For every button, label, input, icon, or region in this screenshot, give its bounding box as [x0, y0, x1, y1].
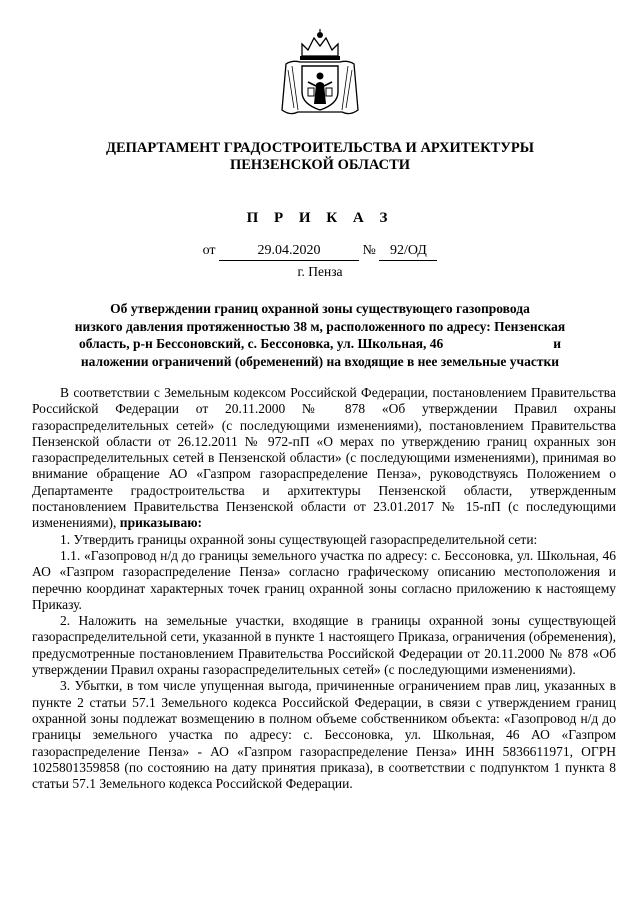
- title-line1: Об утверждении границ охранной зоны существующего газопровода: [110, 301, 530, 316]
- paragraph-item-1: 1. Утвердить границы охранной зоны существующей газораспределительной сети:: [60, 531, 538, 547]
- order-title: [0, 300, 640, 370]
- title-line3: [0, 335, 640, 353]
- number-sign: №: [362, 243, 376, 258]
- order-number: 92/ОД: [379, 242, 437, 261]
- department-name-line1: ДЕПАРТАМЕНТ ГРАДОСТРОИТЕЛЬСТВА И АРХИТЕКТУРЫ: [105, 140, 535, 156]
- date-prefix: от: [202, 243, 216, 258]
- title-line3-end: и: [553, 336, 562, 352]
- title-line4: наложении ограничений (обременений) на входящие в нее земельные участки: [80, 353, 560, 369]
- paragraph-item-2: 2. Наложить на земельные участки, входящие в границы охранной зоны существующей газораспределительной сети, указанной в пункте 1 настоящего Приказа, ограничения (обременения), предусмотренные постановлением Правительства Российской Федерации от 20.11.2000 № 878 «Об утверждении Правил охраны газораспределительных сетей» (с последующими изменениями).: [32, 613, 616, 678]
- date-number-line: [0, 242, 640, 261]
- title-line2: низкого давления протяженностью 38 м, расположенного по адресу: Пензенская: [74, 318, 566, 334]
- department-name: [0, 140, 640, 174]
- order-body: [32, 385, 616, 792]
- coat-of-arms-emblem: [272, 26, 368, 122]
- title-line3-text: область, р-н Бессоновский, с. Бессоновка, ул. Школьная, 46: [78, 336, 444, 352]
- city-label: г. Пенза: [297, 264, 343, 279]
- paragraph-preamble: [32, 385, 616, 532]
- order-date: 29.04.2020: [219, 242, 359, 261]
- paragraph-item-1-1: 1.1. «Газопровод н/д до границы земельного участка по адресу: с. Бессоновка, ул. Школьная, 46 АО «Газпром газораспределение Пенза» согласно графическому описанию местоположения и перечню координат характерных точек границ охранной зоны согласно приложению к настоящему Приказу.: [32, 547, 616, 612]
- directive-word: приказываю: [119, 515, 198, 531]
- preamble-text: В соответствии с Земельным кодексом Российской Федерации, постановлением Правительства Российской Федерации от 20.11.2000 № 878 «Об утверждении Правил охраны газораспределительных сетей» (с последующими изменениями), постановлением Правительства Пензенской области от 26.12.2011 № 972-пП «О мерах по утверждению границ охранных зон газораспределительных сетей в Пензенской области» (с последующими изменениями), принимая во внимание обращение АО «Газпром газораспределение Пенза», руководствуясь Положением о Департаменте градостроительства и архитектуры Пензенской области, утвержденным постановлением Правительства Пензенской области от 23.01.2017 № 15-пП (с последующими изменениями),: [32, 385, 616, 531]
- department-name-line2: ПЕНЗЕНСКОЙ ОБЛАСТИ: [229, 157, 411, 173]
- document-type-heading: П Р И К А З: [246, 210, 394, 226]
- paragraph-item-3: 3. Убытки, в том числе упущенная выгода, причиненные ограничением прав лиц, указанных в пункте 2 статьи 57.1 Земельного кодекса Российской Федерации, в связи с утверждением границ охранной зоны подлежат возмещению в полном объеме собственником объекта: «Газопровод н/д до границы земельного участка по адресу: с. Бессоновка, ул. Школьная, 46 АО «Газпром газораспределение Пенза» - АО «Газпром газораспределение Пенза» ИНН 5836611971, ОГРН 1025801359858 (по состоянию на дату принятия приказа), в соответствии с подпунктом 1 пункта 8 статьи 57.1 Земельного кодекса Российской Федерации.: [32, 678, 616, 792]
- directive-colon: :: [197, 515, 203, 531]
